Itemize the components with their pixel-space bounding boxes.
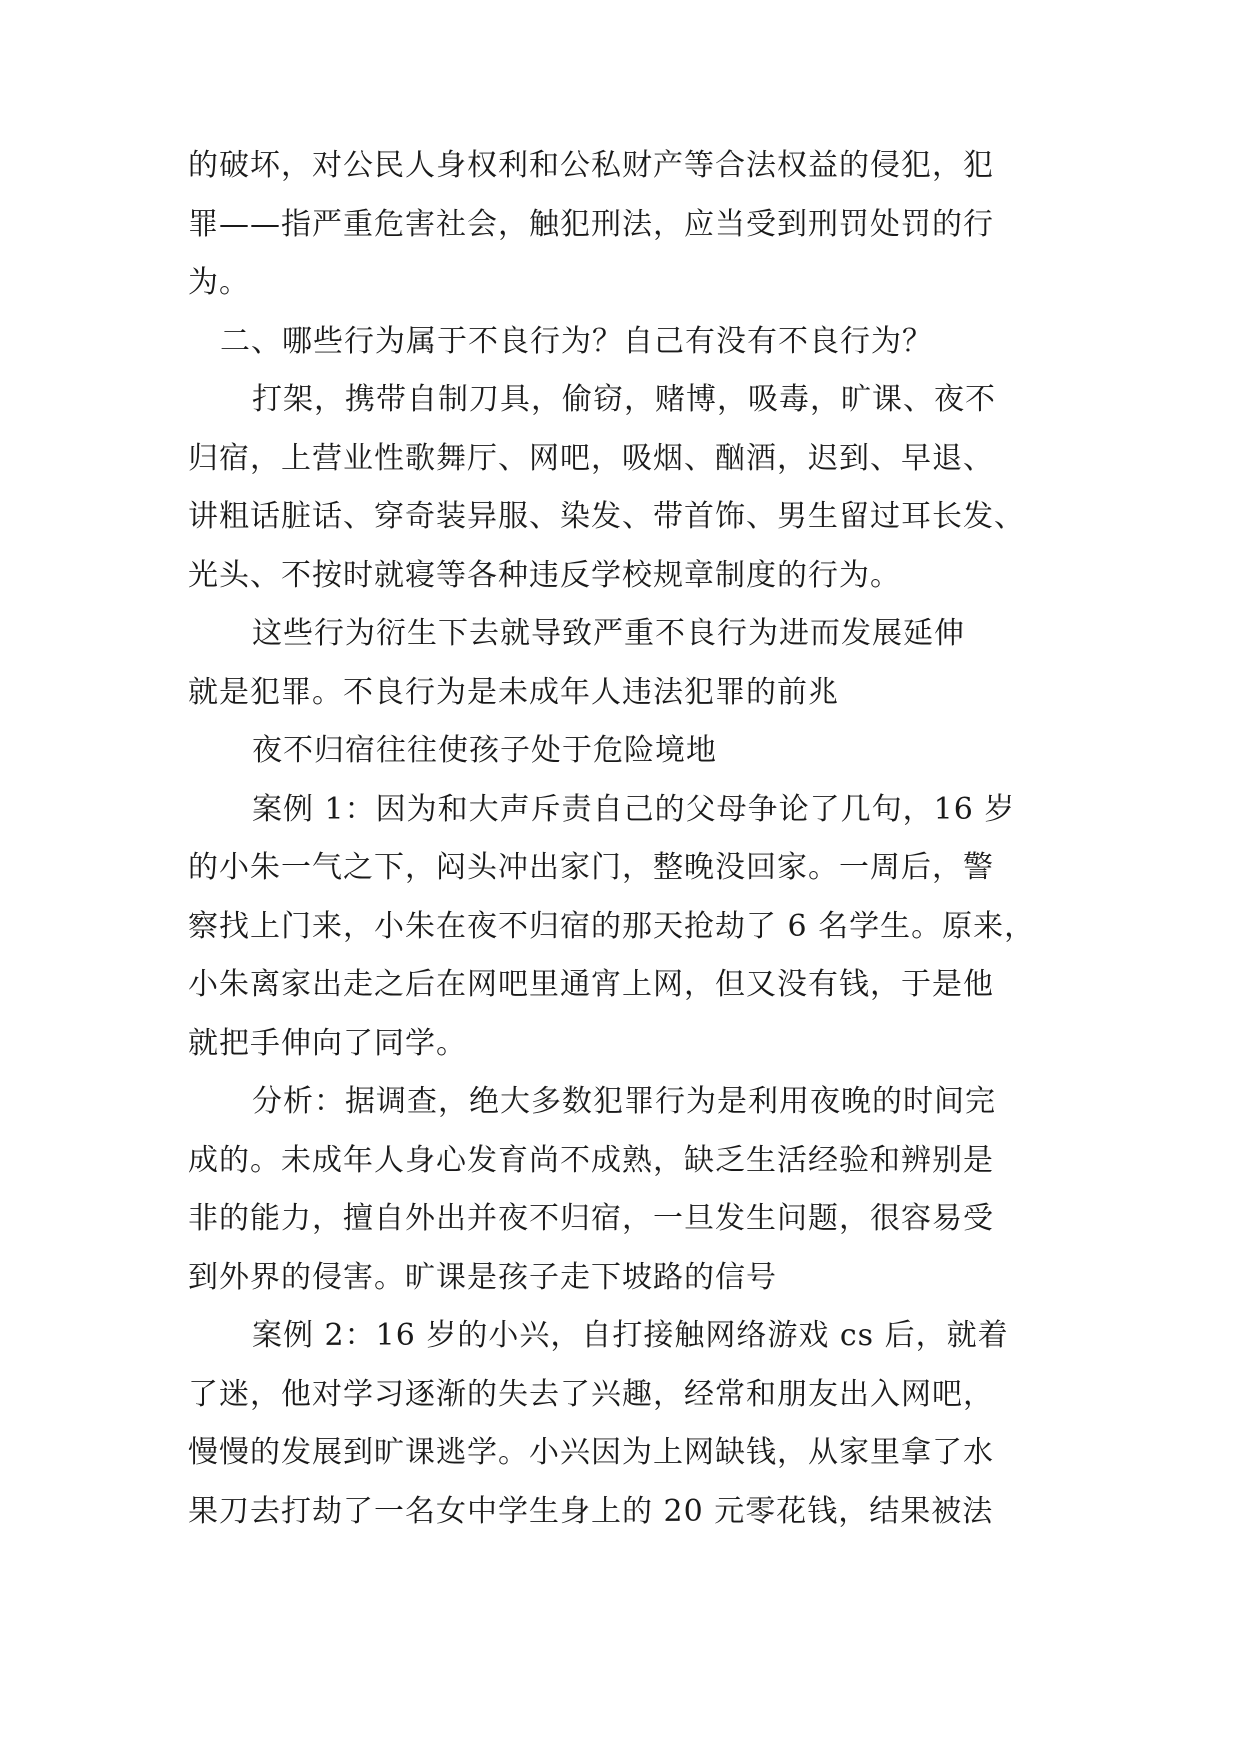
section-heading: 二、哪些行为属于不良行为？自己有没有不良行为？ (220, 323, 933, 359)
text-line: 罪——指严重危害社会，触犯刑法，应当受到刑罚处罚的行 (188, 206, 994, 242)
text-line: 的破坏，对公民人身权利和公私财产等合法权益的侵犯，犯 (188, 148, 994, 183)
text-line: 慢慢的发展到旷课逃学。小兴因为上网缺钱，从家里拿了水 (188, 1435, 994, 1470)
text-line: 讲粗话脏话、穿奇装异服、染发、带首饰、男生留过耳长发、 (188, 499, 1025, 534)
text-line: 察找上门来，小朱在夜不归宿的那天抢劫了 6 名学生。原来， (188, 908, 1036, 944)
text-line: 为。 (188, 265, 250, 300)
text-line: 成的。未成年人身心发育尚不成熟，缺乏生活经验和辨别是 (188, 1142, 994, 1178)
analysis-line: 分析：据调查，绝大多数犯罪行为是利用夜晚的时间完 (252, 1084, 996, 1119)
text-line: 光头、不按时就寝等各种违反学校规章制度的行为。 (188, 557, 901, 593)
text-line: 非的能力，擅自外出并夜不归宿，一旦发生问题，很容易受 (188, 1201, 994, 1236)
text-line: 夜不归宿往往使孩子处于危险境地 (252, 733, 717, 768)
text-line: 的小朱一气之下，闷头冲出家门，整晚没回家。一周后，警 (188, 850, 994, 885)
document-body (188, 137, 1068, 1541)
text-line: 归宿，上营业性歌舞厅、网吧，吸烟、酗酒，迟到、早退、 (188, 440, 994, 476)
text-line: 就把手伸向了同学。 (188, 1025, 467, 1061)
text-line: 打架，携带自制刀具，偷窃，赌博，吸毒，旷课、夜不 (252, 382, 996, 417)
text-line: 这些行为衍生下去就导致严重不良行为进而发展延伸 (252, 616, 965, 651)
text-line: 了迷，他对学习逐渐的失去了兴趣，经常和朋友出入网吧， (188, 1376, 994, 1412)
text-line: 就是犯罪。不良行为是未成年人违法犯罪的前兆 (188, 674, 839, 710)
text-line: 到外界的侵害。旷课是孩子走下坡路的信号 (188, 1259, 777, 1295)
text-line: 果刀去打劫了一名女中学生身上的 20 元零花钱，结果被法 (188, 1493, 994, 1529)
text-line: 小朱离家出走之后在网吧里通宵上网，但又没有钱，于是他 (188, 967, 994, 1002)
case-1-line: 案例 1：因为和大声斥责自己的父母争论了几句，16 岁 (252, 791, 1016, 827)
case-2-line: 案例 2：16 岁的小兴，自打接触网络游戏 cs 后，就着 (252, 1318, 1009, 1353)
